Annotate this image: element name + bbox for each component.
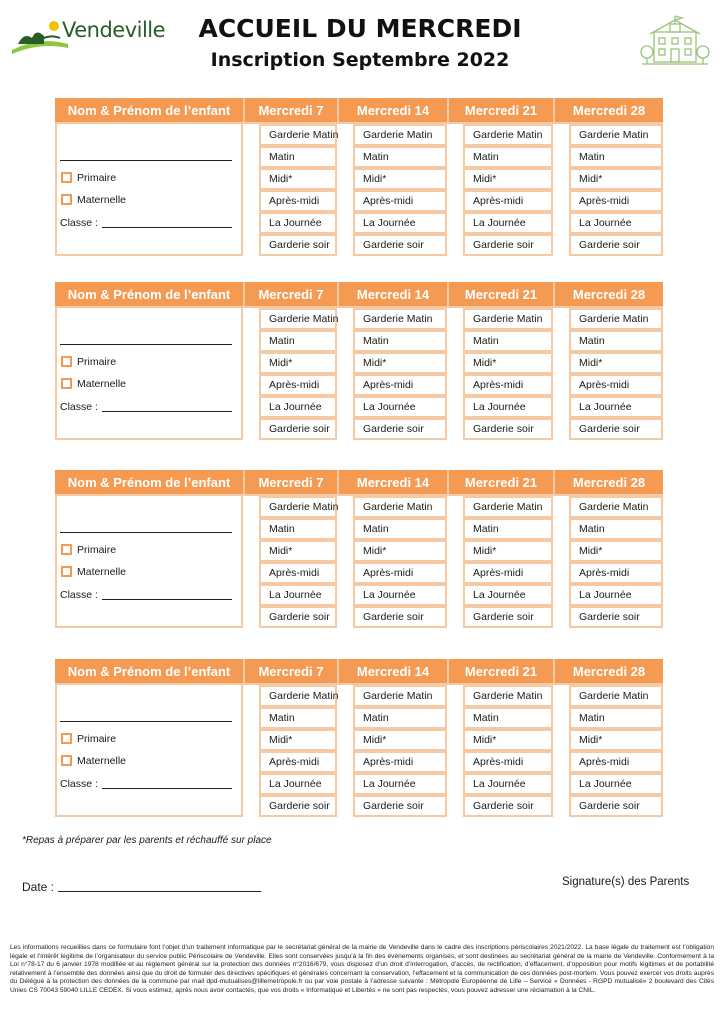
gdpr-legal-notice: Les informations recueillies dans ce formulaire font l’objet d’un traitement informatique par le secrétariat général de la mairie de Vendeville dans le cadre des inscriptions périscolaires 2021/2022. La base légale du traitement est l’obligation légale et l’intérêt légitime de l’organisateur du service public Périscolaire de Vendeville. Elles sont conservées jusqu’à la fin des évènements organisés, et sont destinées au secrétariat général de la mairie de Vendeville. Conformément à la Loi n°78-17 du 6 janvier 1978 modifiée et au règlement général sur la protection des données n°2016/679, vous disposez d’un droit d’interrogation, d’accès, de rectification, d’effacement, d’opposition pour motifs légitimes et de portabilité relativement à l’ensemble des données ainsi que du droit de formuler des directives spécifiques et générales concernant la conservation, l’effacement et la communication de ces données post-mortem. Vous pouvez exercer vos droits auprès du Délégué à la protection des données de la commune par mail dpd-mutualises@lillemetropole.fr ou par voie postale à l’adresse suivante : Métropole Européenne de Lille – Service « Données - RGPD mutualisé» 2 boulevard des Cités Unies CS 70043 59040 LILLE CEDEX. Si vous estimez, après nous avoir contactés, que vos droits « Informatique et Libertés » ne sont pas respectés, vous pouvez adresser une réclamation à la CNIL. <box>10 944 714 994</box>
option-cell[interactable]: Après-midi <box>353 562 447 584</box>
option-cell[interactable]: Après-midi <box>259 562 337 584</box>
child-name-line[interactable] <box>60 721 232 722</box>
classe-line[interactable] <box>102 227 232 228</box>
option-cell[interactable]: Matin <box>259 330 337 352</box>
registration-block-3 <box>55 470 663 628</box>
option-cell[interactable]: La Journée <box>353 584 447 606</box>
option-cell[interactable]: La Journée <box>569 584 663 606</box>
day-header-14: Mercredi 14 <box>337 470 447 496</box>
option-cell[interactable]: La Journée <box>463 773 553 795</box>
day-header-14: Mercredi 14 <box>337 659 447 685</box>
date-field-line[interactable] <box>58 891 261 892</box>
day-header-14: Mercredi 14 <box>337 98 447 124</box>
option-cell[interactable]: Midi* <box>259 352 337 374</box>
option-cell[interactable]: Garderie Matin <box>569 124 663 146</box>
primaire-checkbox[interactable] <box>61 356 72 367</box>
option-cell[interactable]: Midi* <box>259 540 337 562</box>
option-cell[interactable]: Après-midi <box>259 190 337 212</box>
maternelle-label: Maternelle <box>77 755 127 767</box>
maternelle-checkbox[interactable] <box>61 566 72 577</box>
option-cell[interactable]: Garderie soir <box>353 795 447 817</box>
maternelle-label: Maternelle <box>77 194 127 206</box>
option-cell[interactable]: Garderie soir <box>569 795 663 817</box>
option-cell[interactable]: Midi* <box>569 729 663 751</box>
page-title: ACCUEIL DU MERCREDI <box>198 14 522 43</box>
option-cell[interactable]: Garderie soir <box>463 418 553 440</box>
option-cell[interactable]: La Journée <box>353 212 447 234</box>
option-cell[interactable]: Matin <box>569 518 663 540</box>
child-name-line[interactable] <box>60 344 232 345</box>
option-cell[interactable]: Après-midi <box>569 190 663 212</box>
option-cell[interactable]: Matin <box>259 518 337 540</box>
child-info-box <box>55 124 243 256</box>
vendeville-logo <box>10 14 170 58</box>
option-cell[interactable]: Midi* <box>463 540 553 562</box>
option-cell[interactable]: Après-midi <box>569 374 663 396</box>
primaire-label: Primaire <box>77 172 117 184</box>
child-name-header: Nom & Prénom de l’enfant <box>55 659 243 685</box>
day-header-28: Mercredi 28 <box>553 470 663 496</box>
option-cell[interactable]: La Journée <box>463 396 553 418</box>
primaire-checkbox[interactable] <box>61 733 72 744</box>
maternelle-label: Maternelle <box>77 378 127 390</box>
option-cell[interactable]: Matin <box>569 146 663 168</box>
option-cell[interactable]: Midi* <box>463 729 553 751</box>
option-cell[interactable]: Garderie Matin <box>569 496 663 518</box>
classe-label: Classe : <box>60 217 98 229</box>
option-cell[interactable]: La Journée <box>353 773 447 795</box>
option-cell[interactable]: Garderie Matin <box>569 685 663 707</box>
primaire-label: Primaire <box>77 544 117 556</box>
option-cell[interactable]: Après-midi <box>569 751 663 773</box>
registration-block-4 <box>55 659 663 817</box>
day-header-14: Mercredi 14 <box>337 282 447 308</box>
maternelle-label: Maternelle <box>77 566 127 578</box>
option-cell[interactable]: Après-midi <box>353 190 447 212</box>
option-cell[interactable]: Garderie Matin <box>463 308 553 330</box>
option-cell[interactable]: La Journée <box>259 396 337 418</box>
option-cell[interactable]: Garderie soir <box>259 795 337 817</box>
option-cell[interactable]: Garderie soir <box>353 418 447 440</box>
option-cell[interactable]: Midi* <box>353 540 447 562</box>
child-name-header: Nom & Prénom de l’enfant <box>55 282 243 308</box>
option-cell[interactable]: Garderie Matin <box>259 124 337 146</box>
classe-line[interactable] <box>102 599 232 600</box>
option-cell[interactable]: Midi* <box>569 352 663 374</box>
classe-line[interactable] <box>102 788 232 789</box>
brand-name: Vendeville <box>62 18 166 42</box>
date-label: Date : <box>22 880 55 894</box>
option-cell[interactable]: Après-midi <box>259 374 337 396</box>
option-cell[interactable]: Après-midi <box>463 751 553 773</box>
classe-label: Classe : <box>60 401 98 413</box>
option-cell[interactable]: Matin <box>463 518 553 540</box>
option-cell[interactable]: Garderie soir <box>569 418 663 440</box>
option-cell[interactable]: Garderie Matin <box>569 308 663 330</box>
registration-block-2 <box>55 282 663 440</box>
option-cell[interactable]: Garderie Matin <box>259 496 337 518</box>
day-header-7: Mercredi 7 <box>243 659 337 685</box>
day-header-21: Mercredi 21 <box>447 470 553 496</box>
day-header-21: Mercredi 21 <box>447 282 553 308</box>
option-cell[interactable]: Matin <box>463 330 553 352</box>
parents-signature-label: Signature(s) des Parents <box>562 876 690 888</box>
option-cell[interactable]: Midi* <box>353 729 447 751</box>
option-cell[interactable]: Garderie Matin <box>353 124 447 146</box>
option-cell[interactable]: La Journée <box>569 212 663 234</box>
option-cell[interactable]: Après-midi <box>463 374 553 396</box>
option-cell[interactable]: La Journée <box>353 396 447 418</box>
option-cell[interactable]: Après-midi <box>569 562 663 584</box>
option-cell[interactable]: Midi* <box>569 540 663 562</box>
option-cell[interactable]: Midi* <box>259 168 337 190</box>
primaire-label: Primaire <box>77 733 117 745</box>
maternelle-checkbox[interactable] <box>61 378 72 389</box>
option-cell[interactable]: Garderie Matin <box>353 685 447 707</box>
option-cell[interactable]: Après-midi <box>353 751 447 773</box>
option-cell[interactable]: Garderie soir <box>463 795 553 817</box>
option-cell[interactable]: La Journée <box>259 212 337 234</box>
day-header-7: Mercredi 7 <box>243 470 337 496</box>
classe-label: Classe : <box>60 778 98 790</box>
option-cell[interactable]: Garderie soir <box>569 606 663 628</box>
option-cell[interactable]: Matin <box>353 707 447 729</box>
day-header-28: Mercredi 28 <box>553 659 663 685</box>
option-cell[interactable]: La Journée <box>569 773 663 795</box>
school-building-icon <box>640 14 710 70</box>
day-header-7: Mercredi 7 <box>243 98 337 124</box>
option-cell[interactable]: Matin <box>569 707 663 729</box>
classe-line[interactable] <box>102 411 232 412</box>
option-cell[interactable]: Garderie Matin <box>259 685 337 707</box>
option-cell[interactable]: Garderie Matin <box>463 496 553 518</box>
option-cell[interactable]: La Journée <box>259 773 337 795</box>
registration-block-1 <box>55 98 663 256</box>
option-cell[interactable]: Midi* <box>353 352 447 374</box>
maternelle-checkbox[interactable] <box>61 755 72 766</box>
primaire-checkbox[interactable] <box>61 172 72 183</box>
option-cell[interactable]: Garderie Matin <box>353 496 447 518</box>
option-cell[interactable]: Midi* <box>569 168 663 190</box>
option-cell[interactable]: Après-midi <box>463 562 553 584</box>
option-cell[interactable]: Garderie Matin <box>463 124 553 146</box>
meal-footnote: *Repas à préparer par les parents et réchauffé sur place <box>22 835 272 846</box>
option-cell[interactable]: Garderie Matin <box>463 685 553 707</box>
option-cell[interactable]: Garderie soir <box>259 234 337 256</box>
option-cell[interactable]: Garderie soir <box>463 606 553 628</box>
child-name-line[interactable] <box>60 532 232 533</box>
option-cell[interactable]: Garderie soir <box>569 234 663 256</box>
option-cell[interactable]: Garderie soir <box>353 234 447 256</box>
option-cell[interactable]: Garderie soir <box>353 606 447 628</box>
option-cell[interactable]: Matin <box>463 707 553 729</box>
primaire-label: Primaire <box>77 356 117 368</box>
day-header-21: Mercredi 21 <box>447 659 553 685</box>
primaire-checkbox[interactable] <box>61 544 72 555</box>
child-info-box <box>55 685 243 817</box>
child-info-box <box>55 496 243 628</box>
maternelle-checkbox[interactable] <box>61 194 72 205</box>
day-header-7: Mercredi 7 <box>243 282 337 308</box>
page-subtitle: Inscription Septembre 2022 <box>210 49 510 71</box>
child-name-header: Nom & Prénom de l’enfant <box>55 98 243 124</box>
option-cell[interactable]: Garderie Matin <box>353 308 447 330</box>
option-cell[interactable]: Après-midi <box>259 751 337 773</box>
logo-graphic <box>10 14 70 58</box>
option-cell[interactable]: La Journée <box>569 396 663 418</box>
classe-label: Classe : <box>60 589 98 601</box>
option-cell[interactable]: Matin <box>353 146 447 168</box>
child-name-line[interactable] <box>60 160 232 161</box>
option-cell[interactable]: Matin <box>259 707 337 729</box>
child-name-header: Nom & Prénom de l’enfant <box>55 470 243 496</box>
option-cell[interactable]: Midi* <box>259 729 337 751</box>
option-cell[interactable]: Matin <box>569 330 663 352</box>
option-cell[interactable]: La Journée <box>463 212 553 234</box>
option-cell[interactable]: Midi* <box>353 168 447 190</box>
option-cell[interactable]: Matin <box>353 518 447 540</box>
option-cell[interactable]: Après-midi <box>463 190 553 212</box>
option-cell[interactable]: Garderie soir <box>463 234 553 256</box>
option-cell[interactable]: Après-midi <box>353 374 447 396</box>
option-cell[interactable]: La Journée <box>259 584 337 606</box>
option-cell[interactable]: Matin <box>259 146 337 168</box>
option-cell[interactable]: Midi* <box>463 352 553 374</box>
option-cell[interactable]: Garderie soir <box>259 418 337 440</box>
day-header-28: Mercredi 28 <box>553 98 663 124</box>
child-info-box <box>55 308 243 440</box>
option-cell[interactable]: Midi* <box>463 168 553 190</box>
day-header-28: Mercredi 28 <box>553 282 663 308</box>
option-cell[interactable]: Matin <box>463 146 553 168</box>
option-cell[interactable]: Matin <box>353 330 447 352</box>
option-cell[interactable]: Garderie Matin <box>259 308 337 330</box>
day-header-21: Mercredi 21 <box>447 98 553 124</box>
option-cell[interactable]: Garderie soir <box>259 606 337 628</box>
option-cell[interactable]: La Journée <box>463 584 553 606</box>
